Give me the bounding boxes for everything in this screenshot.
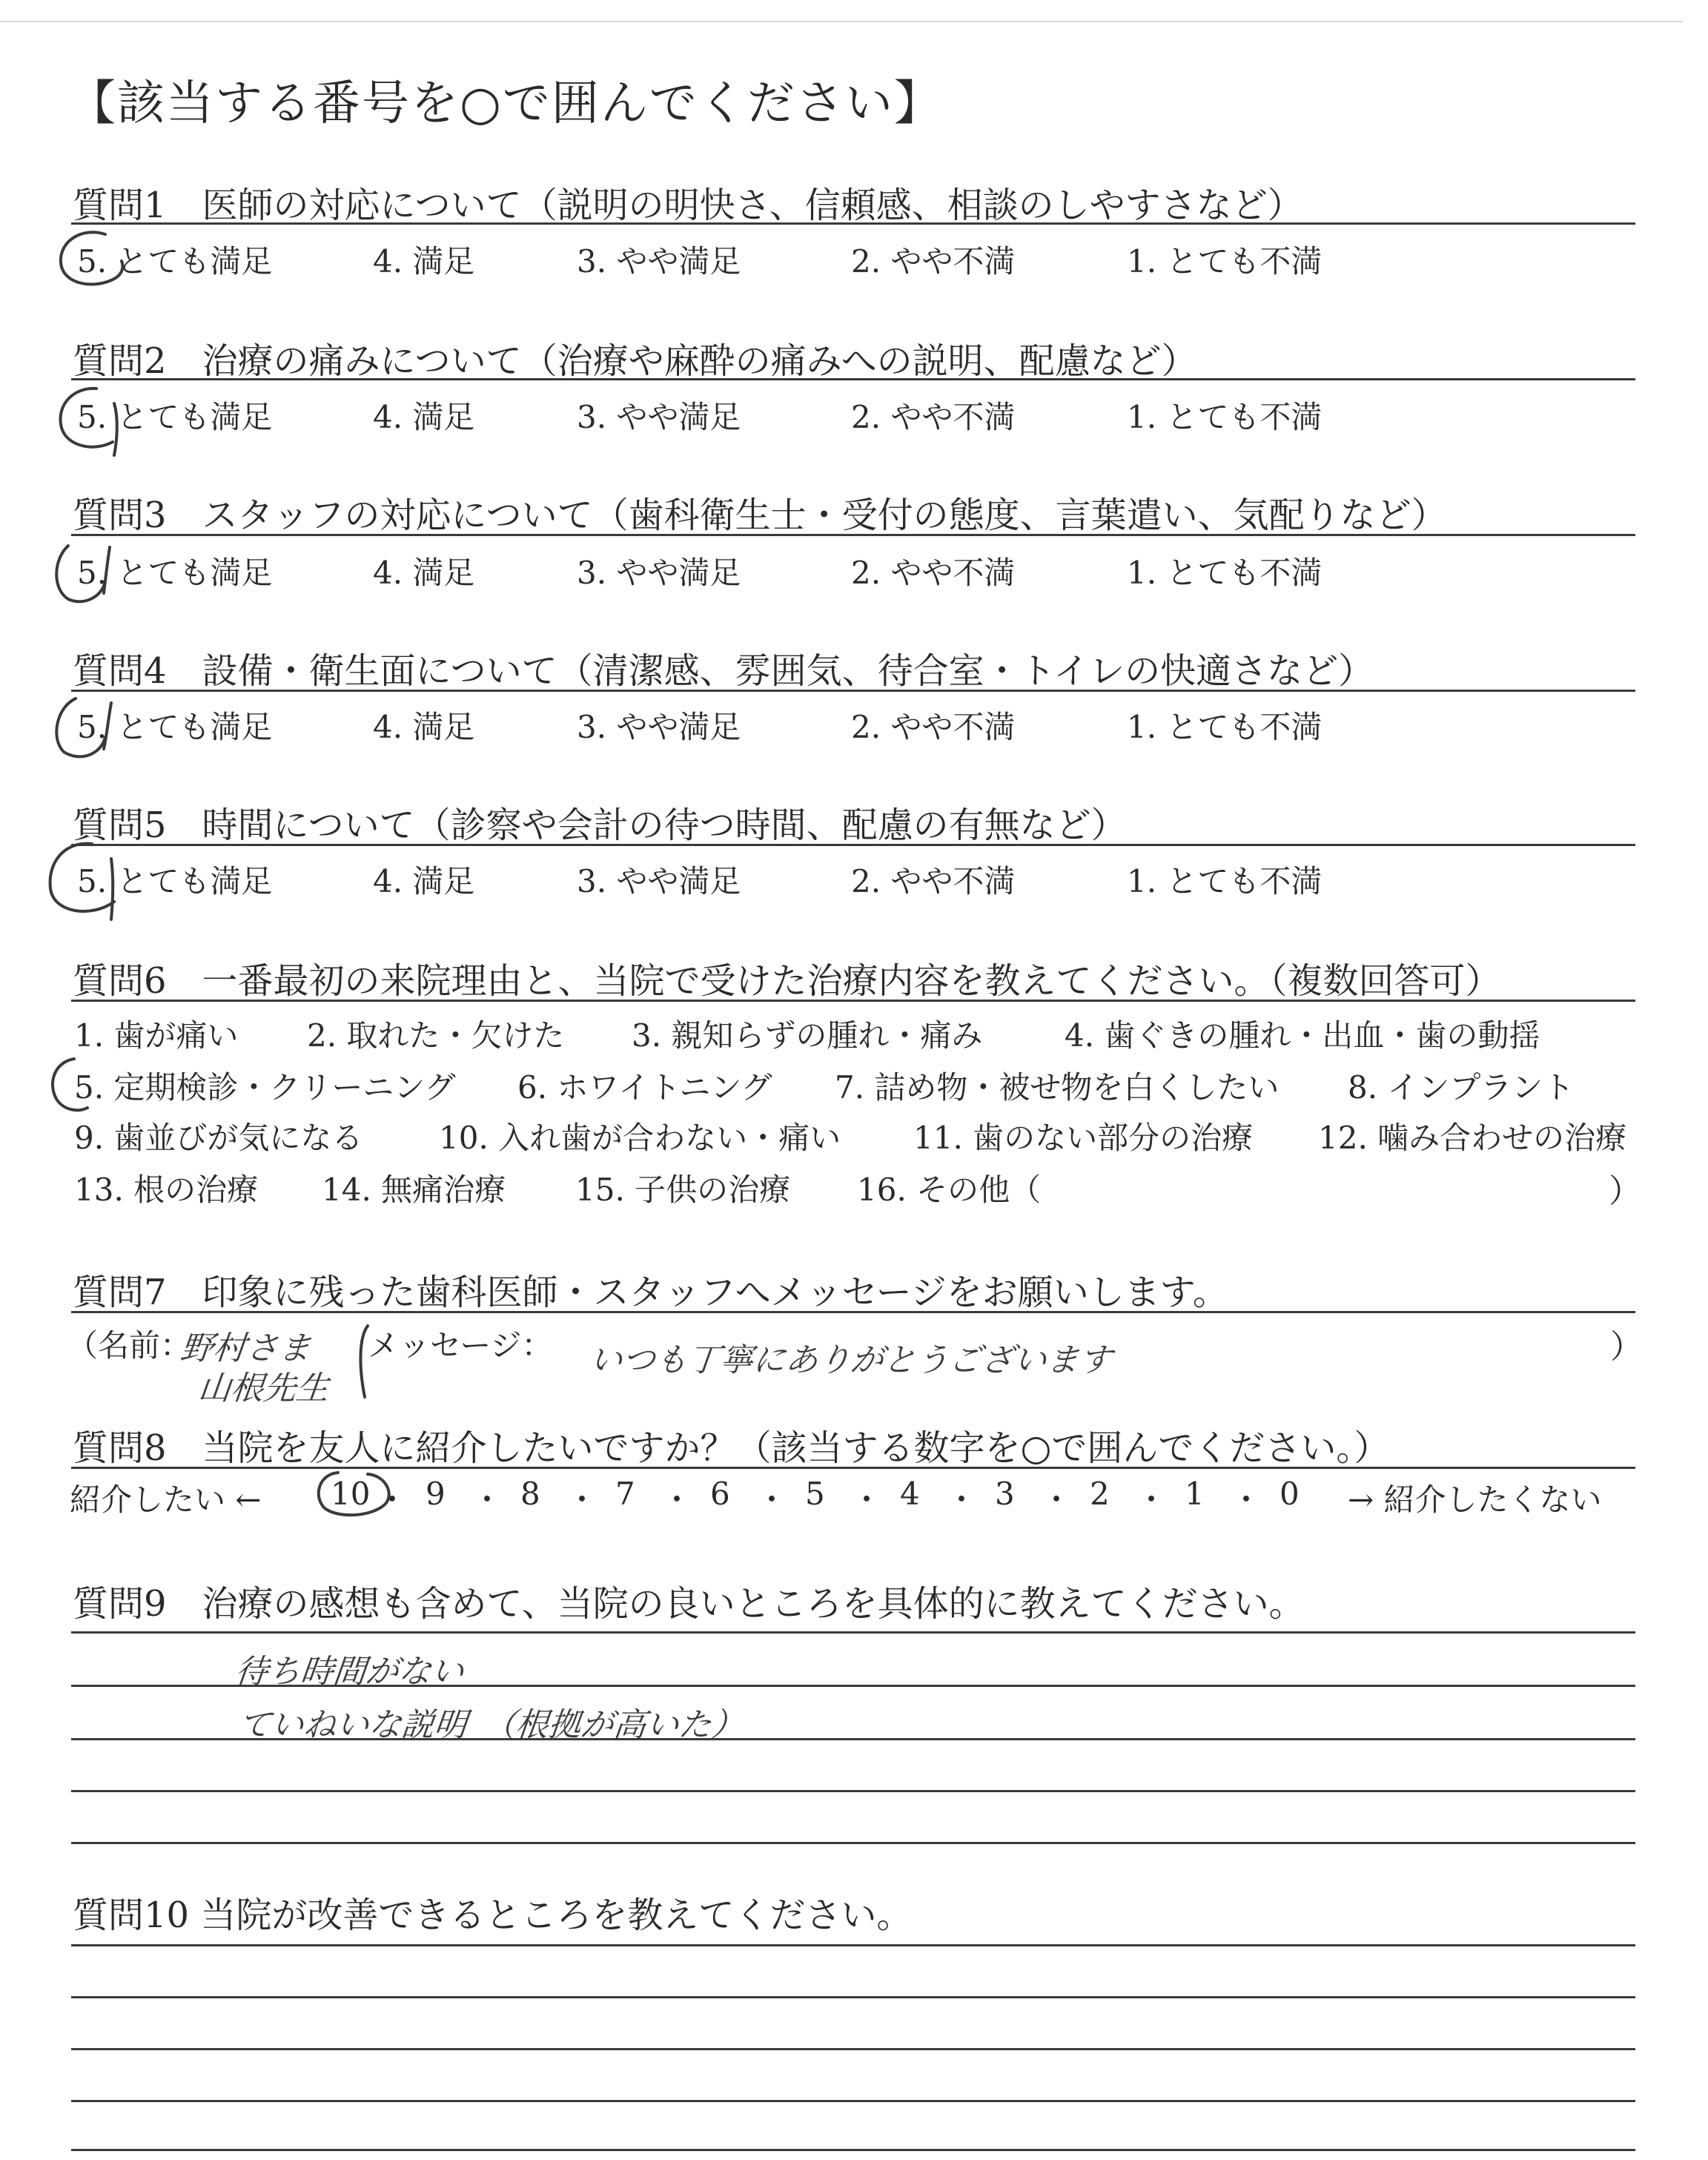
q2-option-3[interactable]: 3. やや満足 <box>577 399 741 435</box>
q4-option-3[interactable]: 3. やや満足 <box>577 709 741 745</box>
q10-rule-5 <box>71 2149 1635 2151</box>
q1-option-3[interactable]: 3. やや満足 <box>577 243 741 280</box>
q2-option-2[interactable]: 2. やや不満 <box>851 399 1016 435</box>
q3-rule <box>71 534 1635 536</box>
q1-option-4[interactable]: 4. 満足 <box>373 243 475 280</box>
q5-rule <box>71 844 1635 846</box>
q8-scale-2[interactable]: 2 <box>1090 1476 1110 1512</box>
q4-option-5[interactable]: 5. とても満足 <box>77 709 273 745</box>
q9-rule-1 <box>71 1631 1635 1634</box>
q7-bracket-mark <box>353 1323 375 1404</box>
q6-option-5[interactable]: 5. 定期検診・クリーニング <box>74 1069 456 1106</box>
q6-option-2[interactable]: 2. 取れた・欠けた <box>307 1017 565 1054</box>
q2-rule <box>71 378 1635 380</box>
q8-scale-separator: ・ <box>851 1482 883 1518</box>
q9-rule-2 <box>71 1685 1635 1687</box>
q10-title: 質問10 当院が改善できるところを教えてください。 <box>73 1895 913 1936</box>
q8-scale-9[interactable]: 9 <box>426 1476 446 1512</box>
q5-option-2[interactable]: 2. やや不満 <box>851 863 1016 899</box>
q7-name-label: （名前： <box>67 1327 192 1364</box>
q6-option-1[interactable]: 1. 歯が痛い <box>74 1017 239 1054</box>
q8-title: 質問8 当院を友人に紹介したいですか？（該当する数字を○で囲んでください。） <box>73 1427 1390 1469</box>
q8-scale-5[interactable]: 5 <box>805 1476 825 1512</box>
q6-option-6[interactable]: 6. ホワイトニング <box>517 1069 772 1106</box>
q8-scale-separator: ・ <box>1041 1482 1073 1518</box>
q4-option-1[interactable]: 1. とても不満 <box>1127 709 1323 745</box>
q8-rule <box>71 1467 1635 1469</box>
q3-option-5[interactable]: 5. とても満足 <box>77 555 273 591</box>
q8-scale-separator: ・ <box>471 1482 503 1518</box>
q1-selection-circle <box>53 225 142 292</box>
q6-option-16[interactable]: 16. その他（ <box>857 1172 1042 1208</box>
q6-rule <box>71 1000 1635 1002</box>
q2-selection-circle <box>52 381 141 463</box>
q4-rule <box>71 690 1635 692</box>
q8-scale-separator: ・ <box>566 1482 598 1518</box>
q2-option-5[interactable]: 5. とても満足 <box>77 399 273 435</box>
q8-scale-3[interactable]: 3 <box>995 1476 1015 1512</box>
q8-scale-separator: ・ <box>756 1482 788 1518</box>
q9-handwriting-line-1: 待ち時間がない <box>233 1653 466 1691</box>
q7-close-paren: ） <box>1610 1328 1643 1366</box>
q3-option-1[interactable]: 1. とても不満 <box>1127 555 1323 591</box>
q10-rule-1 <box>71 1944 1635 1946</box>
q8-scale-separator: ・ <box>1136 1482 1168 1518</box>
q9-handwriting-line-2: ていねいな説明 （根拠が高いた） <box>236 1706 747 1744</box>
q7-message-handwriting: いつも丁寧にありがとうございます <box>587 1341 1114 1379</box>
q7-message-label: メッセージ： <box>368 1327 553 1364</box>
q4-option-4[interactable]: 4. 満足 <box>373 709 475 745</box>
q8-scale-separator: ・ <box>1231 1482 1262 1518</box>
q1-option-1[interactable]: 1. とても不満 <box>1127 243 1323 280</box>
q8-scale-10[interactable]: 10 <box>331 1476 371 1512</box>
q6-option-14[interactable]: 14. 無痛治療 <box>322 1172 506 1208</box>
q5-option-5[interactable]: 5. とても満足 <box>77 863 273 899</box>
q10-rule-2 <box>71 1996 1635 1998</box>
q4-option-2[interactable]: 2. やや不満 <box>851 709 1016 745</box>
q6-option-10[interactable]: 10. 入れ歯が合わない・痛い <box>439 1120 841 1156</box>
q6-selection-circle <box>42 1050 101 1117</box>
q9-title: 質問9 治療の感想も含めて、当院の良いところを具体的に教えてください。 <box>73 1583 1305 1625</box>
q8-scale-8[interactable]: 8 <box>520 1476 540 1512</box>
q3-title: 質問3 スタッフの対応について（歯科衛生士・受付の態度、言葉遣い、気配りなど） <box>73 495 1447 536</box>
q3-option-2[interactable]: 2. やや不満 <box>851 555 1016 591</box>
q6-title: 質問6 一番最初の来院理由と、当院で受けた治療内容を教えてください。（複数回答可） <box>73 960 1501 1002</box>
q9-rule-4 <box>71 1790 1635 1792</box>
q8-scale-separator: ・ <box>661 1482 693 1518</box>
q6-option-11[interactable]: 11. 歯のない部分の治療 <box>913 1120 1254 1156</box>
q8-left-label: 紹介したい ← <box>70 1482 262 1518</box>
q5-option-4[interactable]: 4. 満足 <box>373 863 475 899</box>
q2-title: 質問2 治療の痛みについて（治療や麻酔の痛みへの説明、配慮など） <box>73 340 1197 382</box>
q1-title: 質問1 医師の対応について（説明の明快さ、信頼感、相談のしやすさなど） <box>73 185 1303 226</box>
q3-selection-circle <box>46 537 135 611</box>
q6-option-8[interactable]: 8. インプラント <box>1348 1069 1575 1106</box>
q7-name-handwriting-2: 山根先生 <box>196 1370 331 1407</box>
q7-title: 質問7 印象に残った歯科医師・スタッフへメッセージをお願いします。 <box>73 1272 1228 1313</box>
q8-scale-6[interactable]: 6 <box>710 1476 730 1512</box>
q10-rule-4 <box>71 2100 1635 2102</box>
q10-rule-3 <box>71 2048 1635 2050</box>
q8-right-label: → 紹介したくない <box>1348 1482 1602 1518</box>
q8-scale-1[interactable]: 1 <box>1185 1476 1205 1512</box>
q8-scale-4[interactable]: 4 <box>900 1476 920 1512</box>
q1-option-2[interactable]: 2. やや不満 <box>851 243 1016 280</box>
q3-option-4[interactable]: 4. 満足 <box>373 555 475 591</box>
scan-edge-line <box>0 21 1683 22</box>
q5-title: 質問5 時間について（診察や会計の待つ時間、配慮の有無など） <box>73 805 1127 846</box>
q4-selection-circle <box>46 690 135 764</box>
q5-option-3[interactable]: 3. やや満足 <box>577 863 741 899</box>
q1-rule <box>71 222 1635 225</box>
q8-scale-0[interactable]: 0 <box>1280 1476 1300 1512</box>
q2-option-4[interactable]: 4. 満足 <box>373 399 475 435</box>
q9-rule-5 <box>71 1842 1635 1844</box>
q6-option-3[interactable]: 3. 親知らずの腫れ・痛み <box>632 1017 983 1054</box>
q8-selection-circle <box>308 1467 397 1522</box>
q6-option-15[interactable]: 15. 子供の治療 <box>575 1172 791 1208</box>
q6-other-close-paren: ） <box>1609 1172 1641 1210</box>
q2-option-1[interactable]: 1. とても不満 <box>1127 399 1323 435</box>
q4-title: 質問4 設備・衛生面について（清潔感、雰囲気、待合室・トイレの快適さなど） <box>73 650 1374 692</box>
q7-rule <box>71 1311 1635 1313</box>
q9-rule-3 <box>71 1738 1635 1740</box>
page-title: 【該当する番号を○で囲んでください】 <box>68 76 943 131</box>
q5-selection-circle <box>40 836 136 925</box>
q8-scale-separator: ・ <box>377 1482 408 1518</box>
q8-scale-separator: ・ <box>946 1482 978 1518</box>
q5-option-1[interactable]: 1. とても不満 <box>1127 863 1323 899</box>
q3-option-3[interactable]: 3. やや満足 <box>577 555 741 591</box>
q6-option-9[interactable]: 9. 歯並びが気になる <box>74 1120 363 1156</box>
q8-scale-7[interactable]: 7 <box>615 1476 635 1512</box>
q6-option-12[interactable]: 12. 噛み合わせの治療 <box>1318 1120 1627 1156</box>
q6-option-13[interactable]: 13. 根の治療 <box>74 1172 259 1208</box>
q6-option-4[interactable]: 4. 歯ぐきの腫れ・出血・歯の動揺 <box>1065 1017 1540 1054</box>
q6-option-7[interactable]: 7. 詰め物・被せ物を白くしたい <box>835 1069 1280 1106</box>
q7-name-handwriting-1: 野村さま <box>178 1330 314 1367</box>
q1-option-5[interactable]: 5. とても満足 <box>77 243 273 280</box>
